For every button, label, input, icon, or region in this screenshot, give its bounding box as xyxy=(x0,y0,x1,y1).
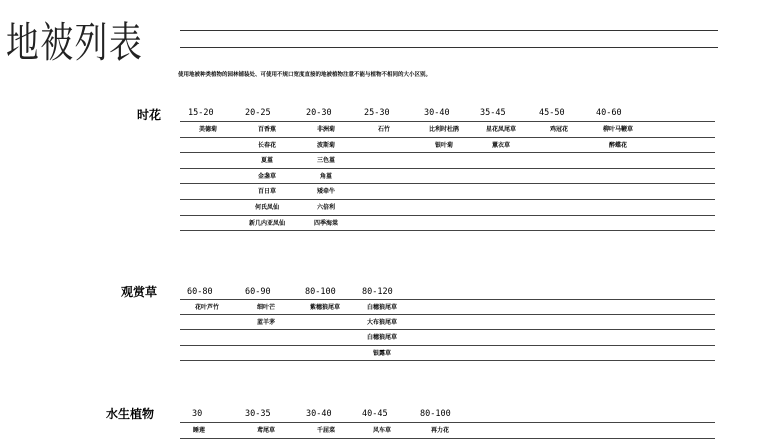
plant-name-cell: 千屈菜 xyxy=(316,427,336,434)
plant-name-cell: 比利时杜鹃 xyxy=(428,126,460,133)
column-header: 30-40 xyxy=(306,409,332,419)
plant-name-cell: 四季海棠 xyxy=(313,219,339,227)
plant-name-cell: 细叶芒 xyxy=(256,304,276,311)
column-header: 80-100 xyxy=(420,409,451,419)
page-title: 地被列表 xyxy=(6,18,144,67)
section-label: 观赏草 xyxy=(121,285,158,299)
plant-name-cell: 夏堇 xyxy=(260,157,274,165)
row-divider xyxy=(180,230,715,231)
plant-name-cell: 睡莲 xyxy=(192,427,206,434)
section-label: 水生植物 xyxy=(106,407,155,421)
column-header: 30-40 xyxy=(424,108,450,118)
plant-name-cell: 矮牵牛 xyxy=(316,188,336,196)
column-header: 40-45 xyxy=(362,409,388,419)
title-rule-bottom xyxy=(180,47,718,48)
plant-name-cell: 银露草 xyxy=(372,349,392,357)
plant-name-cell: 金盏草 xyxy=(257,172,277,180)
row-divider xyxy=(180,183,715,184)
column-header: 35-45 xyxy=(480,108,506,118)
row-divider xyxy=(180,215,715,216)
row-divider xyxy=(180,152,715,153)
plant-name-cell: 何氏凤仙 xyxy=(254,204,280,211)
plant-name-cell: 星花凤尾草 xyxy=(485,126,517,133)
plant-name-cell: 石竹 xyxy=(377,126,391,133)
plant-name-cell: 大布狼尾草 xyxy=(366,319,398,327)
column-header: 20-25 xyxy=(245,108,271,118)
column-header: 30-35 xyxy=(245,409,271,419)
plant-name-cell: 薰衣草 xyxy=(491,141,511,149)
row-divider xyxy=(180,168,715,169)
usage-note: 使用地被种类植物的园林铺装处、可使用不规口宽度直接的地被植物注意不能与植物不相同的大小区别。 xyxy=(178,72,432,78)
row-divider xyxy=(180,137,715,138)
plant-name-cell: 波斯菊 xyxy=(316,141,336,149)
row-divider xyxy=(180,314,715,315)
plant-name-cell: 长春花 xyxy=(257,141,277,149)
column-header: 40-60 xyxy=(596,108,622,118)
plant-name-cell: 紫穗狼尾草 xyxy=(309,304,341,311)
row-divider xyxy=(180,121,715,122)
column-header: 60-90 xyxy=(245,287,271,297)
column-header: 80-100 xyxy=(305,287,336,297)
plant-name-cell: 花叶芦竹 xyxy=(194,304,220,311)
plant-name-cell: 非洲菊 xyxy=(316,126,336,133)
plant-name-cell: 醉蝶花 xyxy=(608,141,628,149)
plant-name-cell: 鸡冠花 xyxy=(549,126,569,133)
plant-name-cell: 白穗狼尾草 xyxy=(366,304,398,311)
plant-name-cell: 鸢尾草 xyxy=(256,427,276,434)
plant-name-cell: 六倍利 xyxy=(316,204,336,211)
plant-name-cell: 百香蕉 xyxy=(257,126,277,133)
plant-name-cell: 美德菊 xyxy=(198,126,218,133)
column-header: 60-80 xyxy=(187,287,213,297)
column-header: 30 xyxy=(192,409,203,419)
plant-name-cell: 蓝羊茅 xyxy=(256,319,276,327)
row-divider xyxy=(180,422,715,423)
plant-name-cell: 柳叶马鞭草 xyxy=(602,126,634,133)
plant-name-cell: 新几内亚凤仙 xyxy=(248,219,286,227)
plant-name-cell: 再力花 xyxy=(430,427,450,434)
plant-name-cell: 角堇 xyxy=(319,172,333,180)
plant-name-cell: 风车草 xyxy=(372,427,392,434)
column-header: 45-50 xyxy=(539,108,565,118)
row-divider xyxy=(180,438,715,439)
plant-name-cell: 百日草 xyxy=(257,188,277,196)
plant-name-cell: 银叶菊 xyxy=(434,141,454,149)
section-label: 时花 xyxy=(137,108,162,122)
column-header: 80-120 xyxy=(362,287,393,297)
column-header: 20-30 xyxy=(306,108,332,118)
column-header: 15-20 xyxy=(188,108,214,118)
title-rule-top xyxy=(180,30,718,31)
row-divider xyxy=(180,299,715,300)
plant-name-cell: 白穗狼尾草 xyxy=(366,334,398,342)
plant-name-cell: 三色堇 xyxy=(316,157,336,165)
row-divider xyxy=(180,199,715,200)
column-header: 25-30 xyxy=(364,108,390,118)
row-divider xyxy=(180,345,715,346)
row-divider xyxy=(180,360,715,361)
row-divider xyxy=(180,329,715,330)
